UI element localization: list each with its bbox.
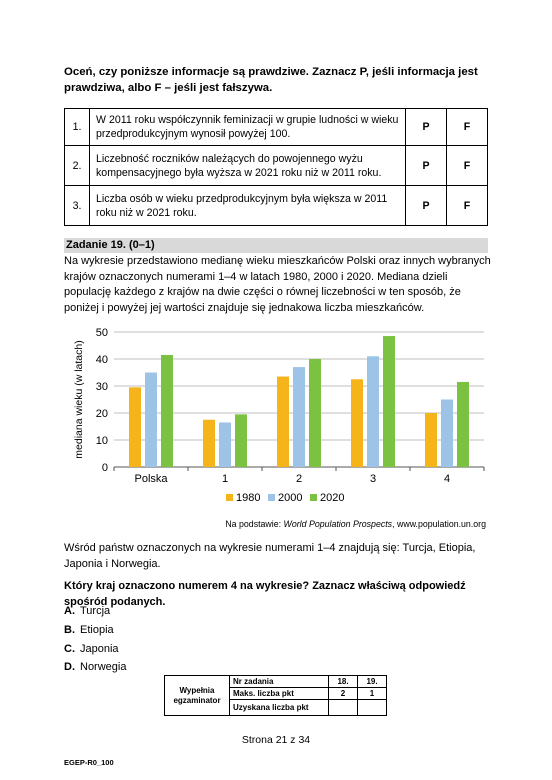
option-letter: C. [64,643,75,655]
y-tick-label: 40 [95,354,108,366]
option-letter: B. [64,624,75,636]
bar-2000-4 [441,400,453,468]
legend-swatch-1980 [226,494,233,501]
statement-number: 1. [65,109,90,146]
examiner-table [164,675,387,716]
y-tick-label: 50 [95,327,108,339]
true-false-table [64,108,488,226]
option-c[interactable] [64,643,119,655]
cell: 19. [358,676,387,688]
question-intro: Wśród państw oznaczonych na wykresie numerami 1–4 znajdują się: Turcja, Etiopia, Japonia i Norwegia. [64,542,476,570]
task-description: Na wykresie przedstawiono medianę wieku mieszkańców Polski oraz innych wybranych krajów oznaczonych numerami 1–4 w latach 1980, 2000 i 2020. Mediana dzieli populację każdego z krajów na dwie części o równej liczebności w ten sposób, że poniżej i powyżej jej wartości znajduje się jednakowa liczba mieszkańców. [64,255,491,314]
y-tick-label: 0 [101,462,108,474]
option-b[interactable] [64,624,114,636]
statement-number: 3. [65,186,90,226]
option-text: Norwegia [80,661,127,673]
bar-1980-4 [425,413,437,467]
y-axis-label: mediana wieku (w latach) [73,340,85,459]
table-row [65,109,488,146]
bar-2020-Polska [161,355,173,467]
legend-label: 2020 [320,492,345,504]
statement-text: W 2011 roku współczynnik feminizacji w grupie ludności w wieku przedprodukcyjnym wynosił powyżej 100. [90,109,406,146]
statement-number: 2. [65,146,90,186]
bar-2020-1 [235,414,247,467]
table-row [65,186,488,226]
answer-p[interactable]: P [406,109,447,146]
row-label: Maks. liczba pkt [230,688,329,700]
source-title: World Population Prospects [283,519,393,529]
answer-f[interactable]: F [447,109,488,146]
bar-1980-1 [203,420,215,467]
y-tick-label: 30 [95,381,108,393]
bar-1980-2 [277,377,289,467]
cell: 1 [358,688,387,700]
x-tick-label: 3 [369,473,377,485]
bar-2020-4 [457,382,469,467]
y-tick-label: 10 [95,435,108,447]
answer-f[interactable]: F [447,146,488,186]
bar-2000-Polska [145,373,157,468]
question-text: Który kraj oznaczono numerem 4 na wykresie? Zaznacz właściwą odpowiedź spośród podanych. [64,580,466,608]
legend-swatch-2000 [268,494,275,501]
cell: 2 [329,688,358,700]
task-title: Zadanie 19. (0–1) [64,238,488,253]
legend-swatch-2020 [310,494,317,501]
cell: 18. [329,676,358,688]
document-code: EGEP-R0_100 [64,758,114,767]
bar-2020-3 [383,336,395,467]
bar-2000-3 [367,356,379,467]
option-d[interactable] [64,661,126,673]
legend-label: 1980 [236,492,261,504]
source-prefix: Na podstawie: [225,519,284,529]
y-tick-label: 20 [95,408,108,420]
bar-chart [64,324,494,516]
bar-1980-Polska [129,387,141,467]
option-letter: D. [64,661,75,673]
x-tick-label: Polska [134,473,168,485]
score-cell[interactable] [329,700,358,716]
option-text: Japonia [80,643,119,655]
x-tick-label: 1 [221,473,229,485]
x-tick-label: 2 [295,473,303,485]
bar-2000-1 [219,422,231,467]
statement-text: Liczebność roczników należących do powojennego wyżu kompensacyjnego była wyższa w 2021 roku niż w 2011 roku. [90,146,406,186]
score-cell[interactable] [358,700,387,716]
option-text: Etiopia [80,624,114,636]
source-suffix: , www.population.un.org [392,519,486,529]
page-footer: Strona 21 z 34 [241,734,311,746]
x-tick-label: 4 [443,473,451,485]
bar-1980-3 [351,379,363,467]
option-letter: A. [64,605,75,617]
answer-f[interactable]: F [447,186,488,226]
row-label: Nr zadania [230,676,329,688]
row-label: Uzyskana liczba pkt [230,700,329,716]
table-row [65,146,488,186]
bar-2020-2 [309,359,321,467]
answer-p[interactable]: P [406,146,447,186]
bar-2000-2 [293,367,305,467]
table-row [165,676,387,688]
statement-text: Liczba osób w wieku przedprodukcyjnym była większa w 2011 roku niż w 2021 roku. [90,186,406,226]
legend-label: 2000 [278,492,303,504]
answer-p[interactable]: P [406,186,447,226]
option-a[interactable] [64,605,110,617]
examiner-label: Wypełnia egzaminator [165,676,230,716]
instruction-text: Oceń, czy poniższe informacje są prawdziwe. Zaznacz P, jeśli informacja jest prawdziwa, albo F – jeśli jest fałszywa. [64,66,478,94]
source-note [225,519,486,529]
option-text: Turcja [80,605,111,617]
